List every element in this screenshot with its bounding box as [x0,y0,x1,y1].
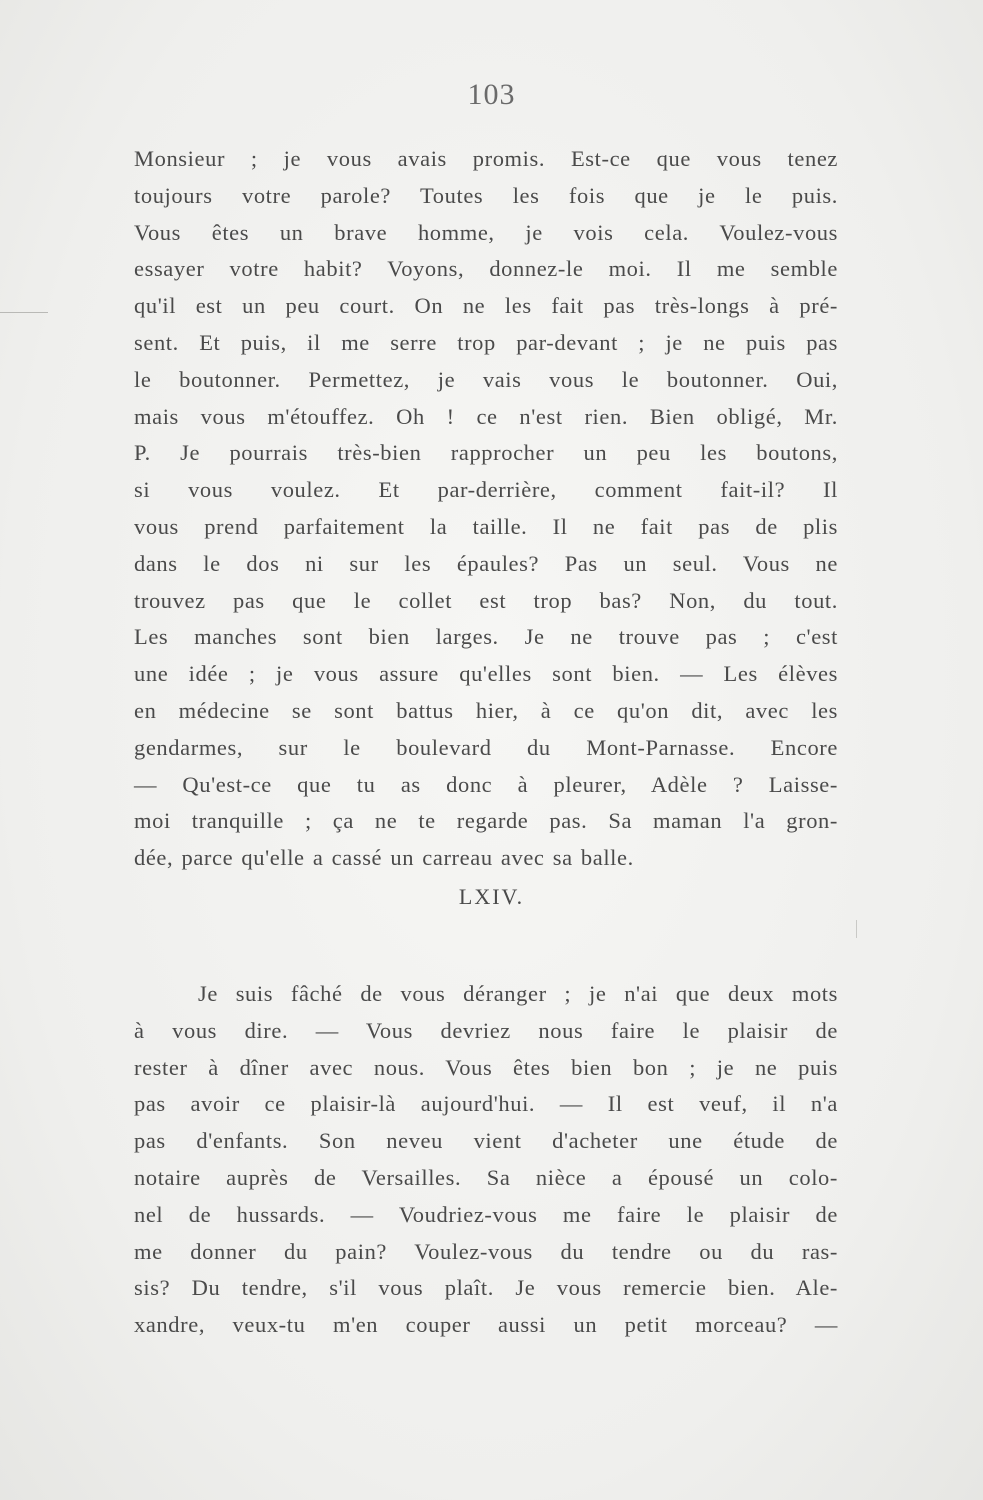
text-line: Je suis fâché de vous déranger ; je n'ai que deux mots [198,981,838,1006]
text-line: essayer votre habit? Voyons, donnez-le moi. Il me semble [134,256,838,282]
text-line: pas avoir ce plaisir-là aujourd'hui. — Il est veuf, il n'a [134,1091,838,1117]
text-line: vous prend parfaitement la taille. Il ne fait pas de plis [134,513,838,539]
text-line: — Qu'est-ce que tu as donc à pleurer, Adèle ? Laisse- [134,771,838,797]
page-number: 103 [467,78,516,111]
paragraph-1 [134,141,838,877]
text-line: rester à dîner avec nous. Vous êtes bien bon ; je ne puis [134,1054,838,1080]
text-line: dée, parce qu'elle a cassé un carreau avec sa balle. [134,845,634,871]
text-line: dans le dos ni sur les épaules? Pas un seul. Vous ne [134,550,838,576]
text-line: nel de hussards. — Voudriez-vous me faire le plaisir de [134,1201,838,1227]
text-line: en médecine se sont battus hier, à ce qu'on dit, avec les [134,697,838,723]
text-line: xandre, veux-tu m'en couper aussi un petit morceau? — [134,1312,838,1338]
text-line: me donner du pain? Voulez-vous du tendre ou du ras- [134,1238,838,1264]
text-line: pas d'enfants. Son neveu vient d'acheter une étude de [134,1128,838,1154]
text-line: qu'il est un peu court. On ne les fait pas très-longs à pré- [134,293,838,319]
section-heading: LXIV. [458,884,525,909]
text-line: trouvez pas que le collet est trop bas? Non, du tout. [134,587,838,613]
scan-artifact-line [0,312,48,313]
text-line: Monsieur ; je vous avais promis. Est-ce que vous tenez [134,146,838,171]
text-line: sis? Du tendre, s'il vous plaît. Je vous remercie bien. Ale- [134,1275,838,1301]
text-line: notaire auprès de Versailles. Sa nièce a épousé un colo- [134,1164,838,1190]
scan-artifact-mark [856,920,857,938]
text-line: une idée ; je vous assure qu'elles sont bien. — Les élèves [134,661,838,687]
text-line: gendarmes, sur le boulevard du Mont-Parnasse. Encore [134,734,838,760]
text-line: à vous dire. — Vous devriez nous faire le plaisir de [134,1017,838,1043]
text-line: Vous êtes un brave homme, je vois cela. Voulez-vous [134,219,838,245]
text-line: P. Je pourrais très-bien rapprocher un peu les boutons, [134,440,838,466]
text-line: moi tranquille ; ça ne te regarde pas. Sa maman l'a gron- [134,808,838,834]
paragraph-2 [134,976,838,1344]
text-line: toujours votre parole? Toutes les fois que je le puis. [134,182,838,208]
text-line: mais vous m'étouffez. Oh ! ce n'est rien. Bien obligé, Mr. [134,403,838,429]
text-line: si vous voulez. Et par-derrière, comment fait-il? Il [134,477,838,503]
text-line: sent. Et puis, il me serre trop par-devant ; je ne puis pas [134,329,838,355]
text-line: Les manches sont bien larges. Je ne trouve pas ; c'est [134,624,838,650]
text-line: le boutonner. Permettez, je vais vous le boutonner. Oui, [134,366,838,392]
